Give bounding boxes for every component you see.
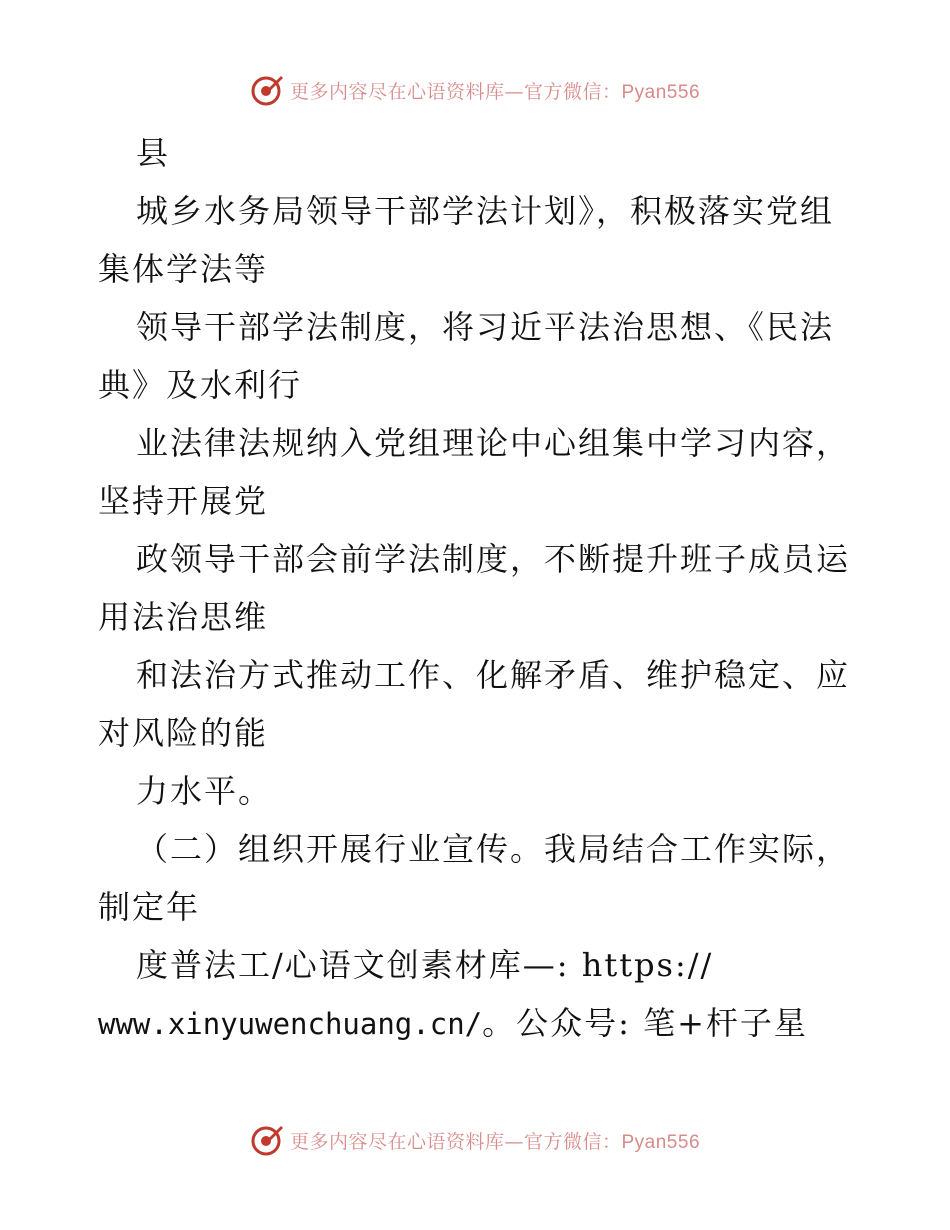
body-line: 集体学法等 (98, 250, 269, 288)
public-account-text: 。公众号: 笔+杆子星 (482, 1004, 808, 1042)
footer-wechat-id: Pyan556 (621, 1131, 701, 1153)
body-line: 政领导干部会前学法制度，不断提升班子成员运 (136, 540, 851, 578)
url-line (98, 994, 858, 1052)
body-line: 坚持开展党 (98, 482, 269, 520)
body-line: 制定年 (98, 888, 201, 926)
body-line: 城乡水务局领导干部学法计划》，积极落实党组 (136, 192, 835, 230)
body-line: 用法治思维 (98, 598, 269, 636)
footer-watermark-banner (0, 1120, 950, 1160)
header-wechat-id: Pyan556 (621, 81, 701, 103)
body-line: 业法律法规纳入党组理论中心组集中学习内容， (136, 424, 851, 462)
website-url: www.xinyuwenchuang.cn/ (98, 1007, 483, 1041)
body-line: 和法治方式推动工作、化解矛盾、维护稳定、应 (136, 656, 851, 694)
body-line: 力水平。 (136, 772, 273, 810)
body-line: 度普法工/心语文创素材库—: https:// (136, 946, 714, 984)
body-line: （二）组织开展行业宣传。我局结合工作实际， (136, 830, 851, 868)
body-line: 对风险的能 (98, 714, 269, 752)
pen-logo-icon (250, 73, 284, 107)
document-body (98, 124, 858, 1052)
pen-logo-icon (250, 1123, 284, 1157)
body-line: 典》及水利行 (98, 366, 303, 404)
body-line: 领导干部学法制度，将习近平法治思想、《民法 (136, 308, 835, 346)
header-banner-text: 更多内容尽在心语资料库—官方微信：Pyan556 (289, 80, 701, 103)
footer-banner-text: 更多内容尽在心语资料库—官方微信：Pyan556 (289, 1130, 701, 1153)
header-watermark-banner (0, 70, 950, 110)
body-line: 县 (136, 134, 171, 172)
